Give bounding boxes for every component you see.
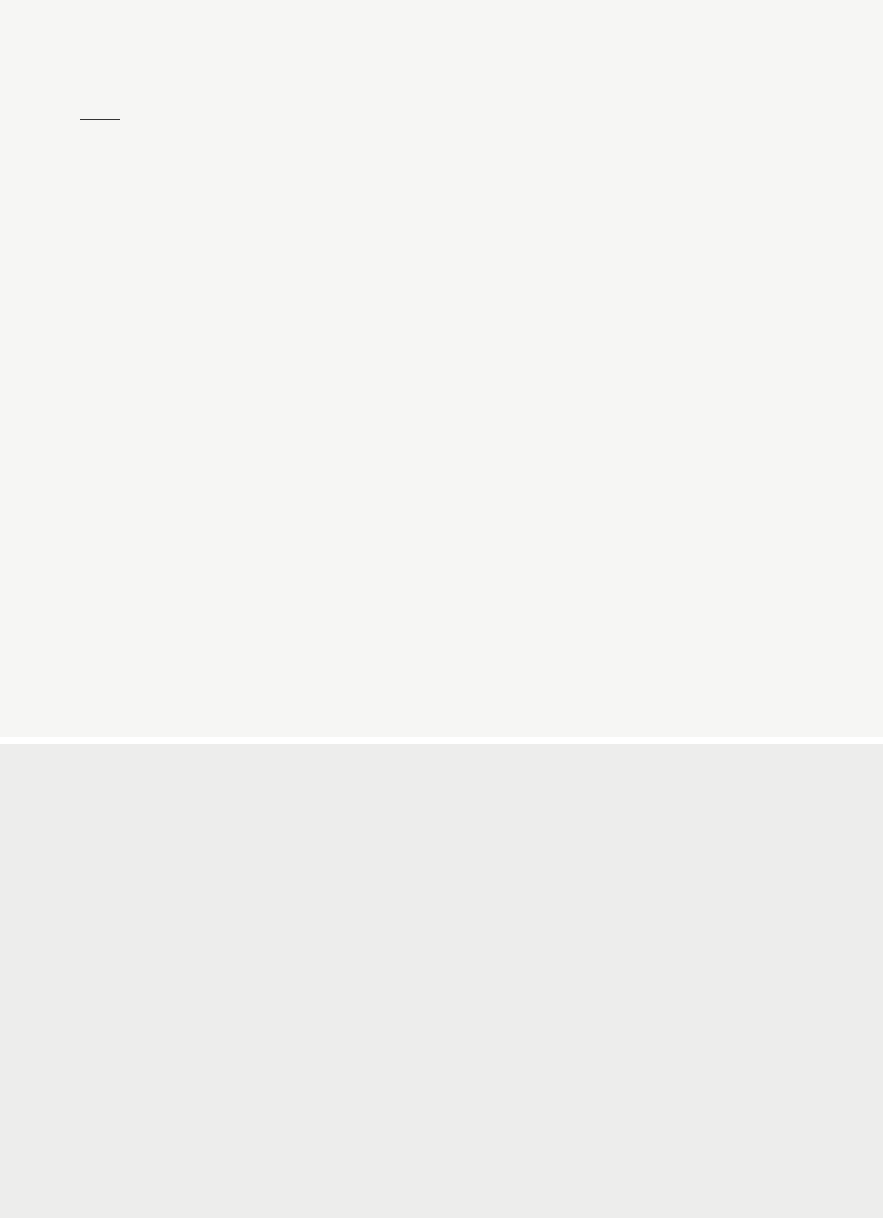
- equation-numerator: [80, 118, 120, 120]
- rate-graph-cropped: [0, 744, 640, 844]
- bottom-photo-page: [0, 744, 883, 1218]
- equation-fraction: [80, 118, 120, 120]
- rate-graph: [50, 243, 620, 648]
